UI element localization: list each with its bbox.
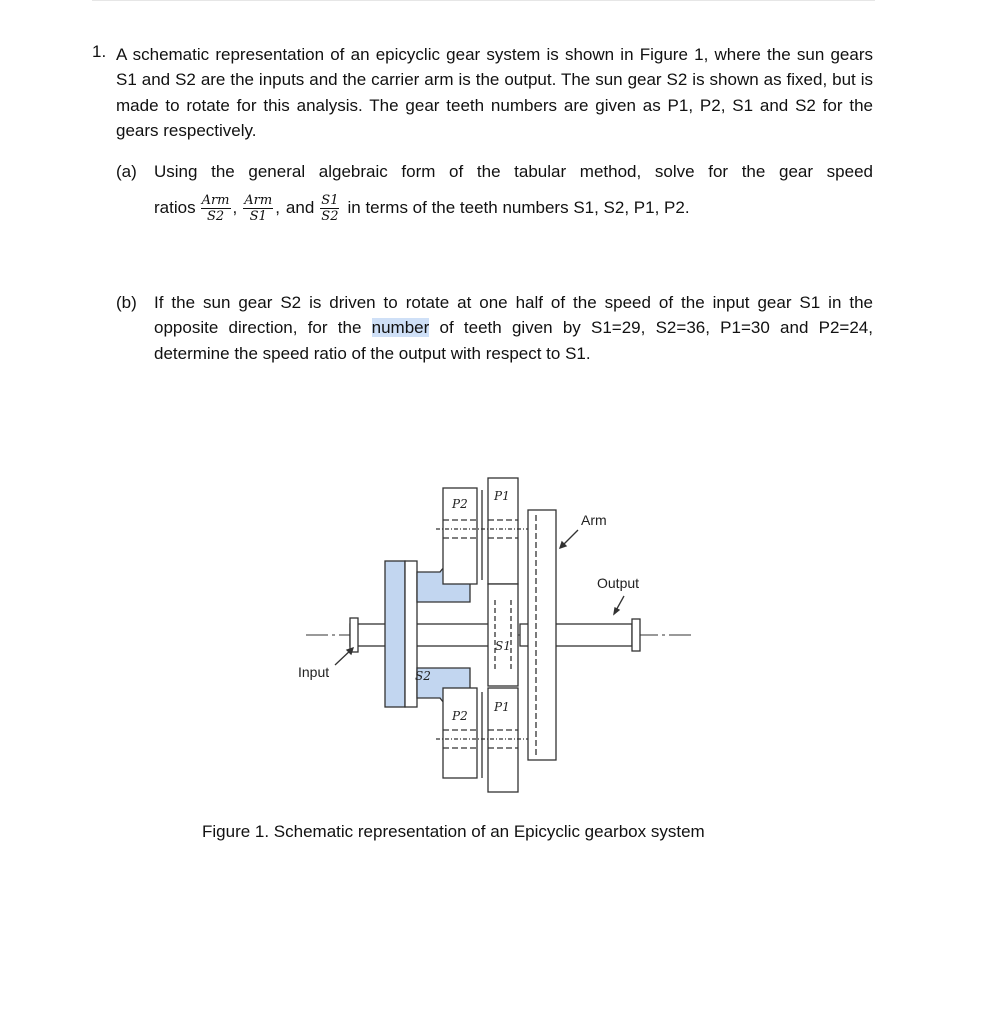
fraction-numerator: Arm — [244, 192, 273, 208]
highlighted-word: number — [371, 318, 430, 338]
fraction-denominator: S2 — [206, 208, 225, 224]
shaft-end-right — [632, 619, 640, 651]
label-output: Output — [597, 575, 640, 591]
part-a-label: (a) — [116, 162, 137, 181]
planet-p2-lower — [443, 688, 477, 778]
fraction-numerator: Arm — [201, 192, 230, 208]
question-number: 1. — [92, 42, 107, 61]
sun-s1 — [488, 584, 518, 686]
part-b-label: (b) — [116, 293, 137, 312]
ratios-word: ratios — [154, 198, 196, 217]
and-word: and — [285, 198, 315, 217]
part-a-tail: in terms of the teeth numbers S1, S2, P1, P2. — [347, 198, 690, 217]
label-s2: S2 — [415, 669, 431, 683]
input-shaft — [350, 624, 500, 646]
label-p1-top: P1 — [494, 489, 510, 503]
question-intro: A schematic representation of an epicyclic gear system is shown in Figure 1, where the sun gears S1 and S2 are the inputs and the carrier arm is the output. The sun gear S2 is shown as fixed, but is made to rotate for this analysis. The gear teeth numbers are given as P1, P2, S1 and S2 for the gears respectively. — [116, 45, 873, 141]
label-p2-bottom: P2 — [452, 709, 468, 723]
s2-hub — [405, 561, 417, 707]
label-arm: Arm — [581, 512, 607, 528]
label-input: Input — [298, 664, 330, 680]
label-p1-bottom: P1 — [494, 700, 510, 714]
fraction-denominator: S2 — [321, 208, 339, 224]
part-b-text-start: If the sun gear S2 is driven to rotate at one half of the speed of the input gear S1 in the opposite direction, for the — [154, 293, 873, 338]
figure-caption: Figure 1. Schematic representation of an Epicyclic gearbox system — [202, 822, 705, 841]
fraction-denominator: S1 — [249, 208, 267, 224]
separator-comma: , — [232, 198, 238, 217]
s2-plate — [385, 561, 405, 707]
part-b-text-end: of teeth given by S1=29, S2=36, P1=30 and P2=24, determine the speed ratio of the output with respect to S1. — [154, 318, 873, 363]
part-a-text: Using the general algebraic form of the tabular method, solve for the gear speed — [154, 162, 873, 181]
carrier-arm — [528, 510, 556, 760]
separator-comma: , — [275, 198, 280, 217]
label-s1: S1 — [495, 639, 511, 653]
shaft-end-left — [350, 618, 358, 652]
fraction-numerator: S1 — [321, 192, 339, 208]
label-p2-top: P2 — [452, 497, 468, 511]
